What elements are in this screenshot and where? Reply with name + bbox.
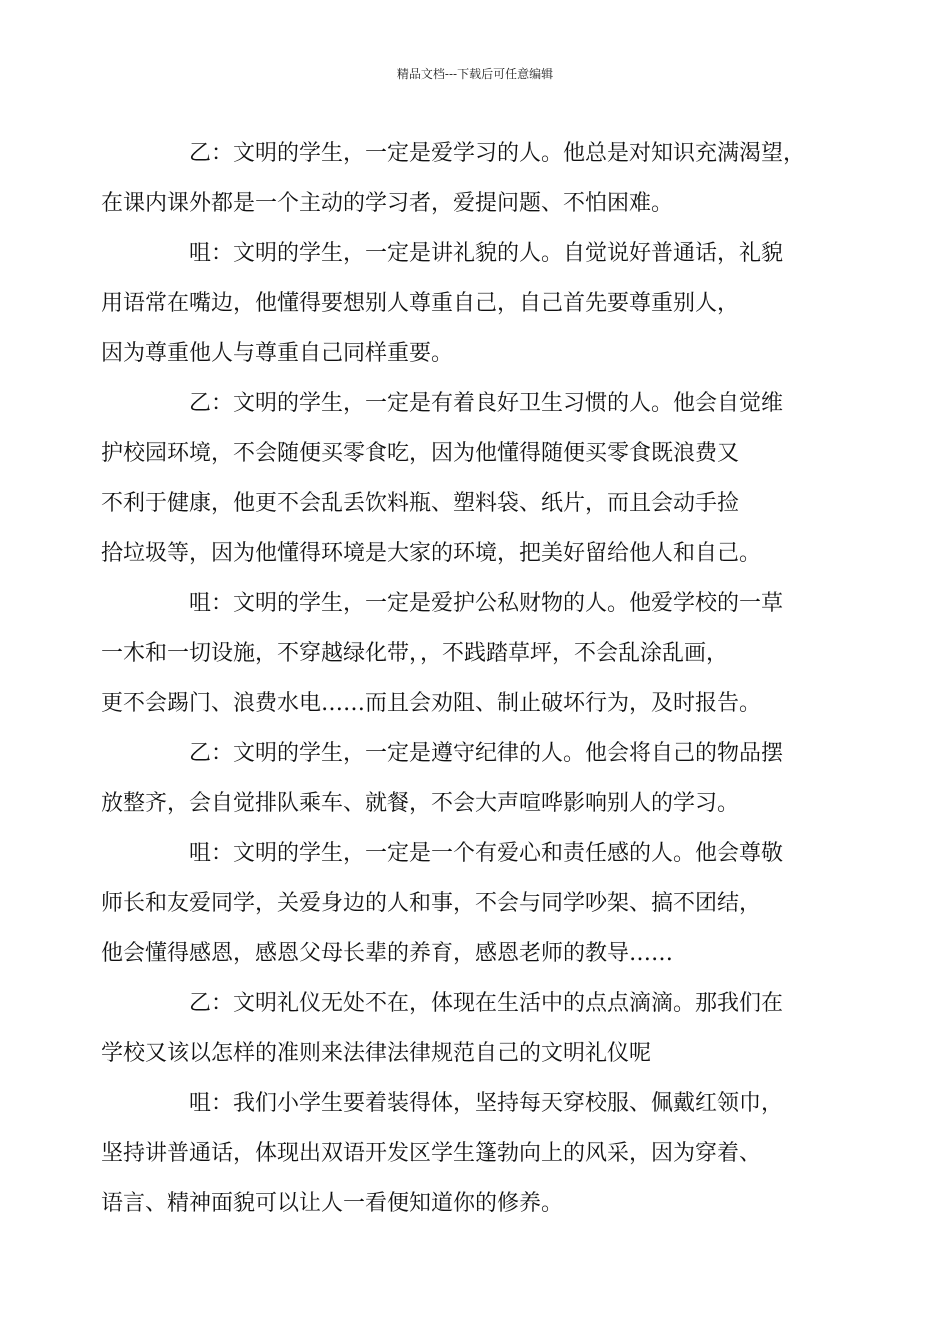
paragraph (101, 729, 825, 829)
text-line: 咀：文明的学生，一定是一个有爱心和责任感的人。他会尊敬 (189, 841, 784, 866)
page-header: 精品文档---下载后可任意编辑 (396, 67, 554, 81)
text-line: 师长和友爱同学，关爱身边的人和事，不会与同学吵架、搞不团结， (101, 891, 762, 916)
text-line: 用语常在嘴边，他懂得要想别人尊重自己，自己首先要尊重别人， (101, 291, 740, 316)
document-body (101, 129, 825, 1229)
text-line: 咀：文明的学生，一定是讲礼貌的人。自觉说好普通话，礼貌 (189, 241, 784, 266)
paragraph (101, 1079, 825, 1229)
text-line: 因为尊重他人与尊重自己同样重要。 (101, 341, 454, 366)
paragraph (101, 129, 825, 229)
text-line: 他会懂得感恩，感恩父母长辈的养育，感恩老师的教导…… (101, 941, 674, 966)
text-line: 更不会踢门、浪费水电……而且会劝阻、制止破坏行为，及时报告。 (101, 691, 762, 716)
paragraph (101, 379, 825, 579)
text-line: 坚持讲普通话，体现出双语开发区学生篷勃向上的风采，因为穿着、 (101, 1141, 762, 1166)
paragraph (101, 229, 825, 379)
paragraph (101, 829, 825, 979)
text-line: 乙：文明的学生，一定是遵守纪律的人。他会将自己的物品摆 (189, 741, 784, 766)
text-line: 放整齐，会自觉排队乘车、就餐，不会大声喧哗影响别人的学习。 (101, 791, 740, 816)
text-line: 一木和一切设施，不穿越绿化带，，不践踏草坪，不会乱涂乱画， (101, 641, 729, 666)
text-line: 乙：文明礼仪无处不在，体现在生活中的点点滴滴。那我们在 (189, 991, 784, 1016)
text-line: 不利于健康，他更不会乱丢饮料瓶、塑料袋、纸片，而且会动手捡 (101, 491, 740, 516)
text-line: 咀：文明的学生，一定是爱护公私财物的人。他爱学校的一草 (189, 591, 784, 616)
text-line: 语言、精神面貌可以让人一看便知道你的修养。 (101, 1191, 564, 1216)
text-line: 咀：我们小学生要着装得体，坚持每天穿校服、佩戴红领巾， (189, 1091, 784, 1116)
text-line: 拾垃圾等，因为他懂得环境是大家的环境，把美好留给他人和自己。 (101, 541, 762, 566)
text-line: 护校园环境，不会随便买零食吃，因为他懂得随便买零食既浪费又 (101, 441, 740, 466)
text-line: 乙：文明的学生，一定是有着良好卫生习惯的人。他会自觉维 (189, 391, 784, 416)
text-line: 在课内课外都是一个主动的学习者，爱提问题、不怕困难。 (101, 191, 674, 216)
paragraph (101, 979, 825, 1079)
text-line: 乙：文明的学生，一定是爱学习的人。他总是对知识充满渴望， (189, 141, 806, 166)
text-line: 学校又该以怎样的准则来法律法律规范自己的文明礼仪呢 (101, 1041, 652, 1066)
paragraph (101, 579, 825, 729)
